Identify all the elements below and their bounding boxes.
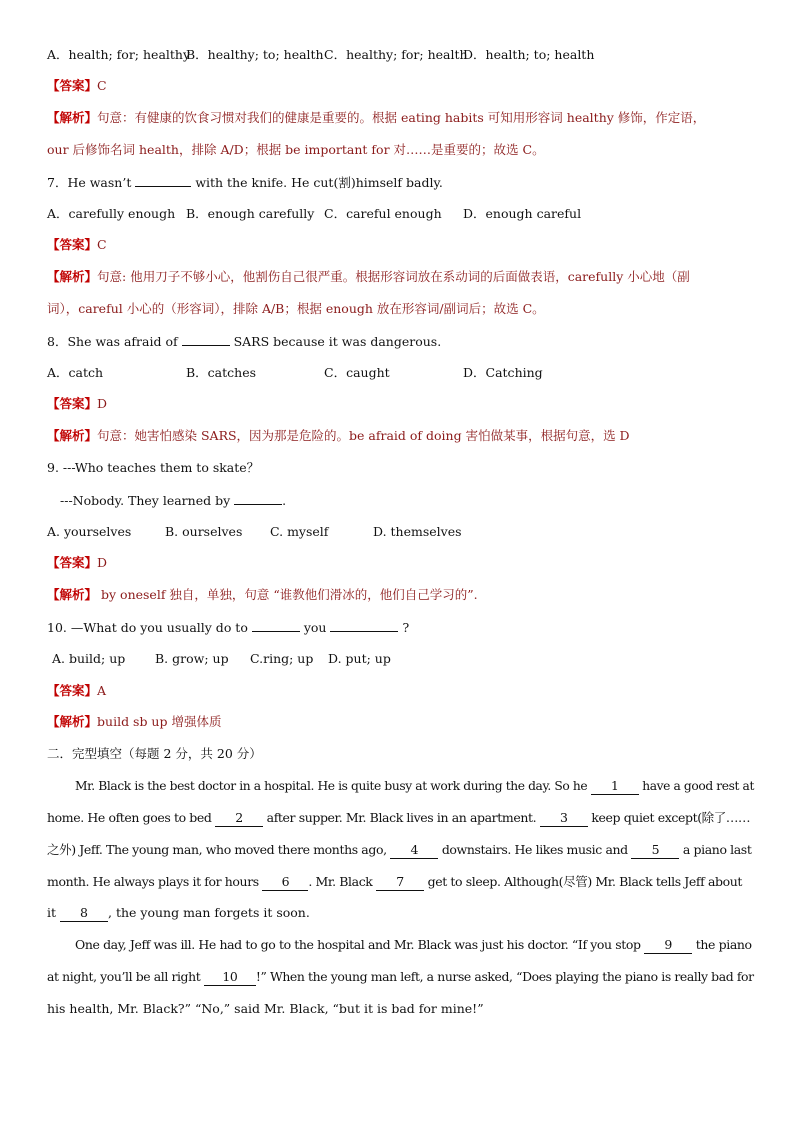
q9-option-d: D. themselves <box>373 524 462 539</box>
q7-analysis-line-1 <box>47 269 754 285</box>
analysis-text: 句意: 他用刀子不够小心，他割伤自己很严重。根据形容词放在系动词的后面做表语，carefully 小心地（副 <box>97 269 690 284</box>
analysis-tag: 【解析】 <box>47 428 98 443</box>
q7-option-a: A．carefully enough <box>47 206 176 221</box>
passage-text: downstairs. He likes music and <box>441 842 628 857</box>
passage-text: it <box>47 905 57 920</box>
passage-text: after supper. Mr. Black lives in an apartment. <box>266 810 537 825</box>
analysis-text: 句意：她害怕感染 SARS，因为那是危险的。be afraid of doing 害怕做某事，根据句意，选 D <box>97 428 630 443</box>
q6-option-a: A．health; for; healthy <box>47 47 191 62</box>
question-text: 9. ---Who teaches them to skate？ <box>47 460 260 475</box>
passage-text: Mr. Black is the best doctor in a hospital. He is quite busy at work during the day. So he <box>75 779 588 793</box>
q10-stem <box>47 619 754 636</box>
analysis-tag: 【解析】 <box>47 587 98 602</box>
question-text: 10. —What do you usually do to <box>47 620 248 635</box>
passage-line <box>47 905 754 922</box>
answer-blank <box>252 619 300 632</box>
question-text: ---Nobody. They learned by <box>60 493 231 508</box>
passage-text: have a good rest at <box>642 779 754 793</box>
q10-option-d: D. put; up <box>328 651 391 666</box>
passage-text: keep quiet except(除了…… <box>591 810 751 825</box>
cloze-blank-6: 6 <box>262 874 308 891</box>
q10-answer <box>47 683 754 699</box>
question-text: 8．She was afraid of <box>47 334 178 349</box>
analysis-tag: 【解析】 <box>47 110 98 125</box>
q7-option-d: D．enough careful <box>463 206 582 221</box>
passage-line <box>47 842 754 859</box>
question-text: ? <box>402 620 410 635</box>
answer-tag: 【答案】 <box>47 683 98 698</box>
passage-line <box>47 1001 754 1017</box>
answer-tag: 【答案】 <box>47 396 98 411</box>
q6-answer <box>47 78 754 94</box>
q8-stem <box>47 333 754 350</box>
question-text: SARS because it was dangerous. <box>233 334 442 349</box>
q8-option-a: A．catch <box>47 365 104 380</box>
passage-text: , the young man forgets it soon. <box>108 905 310 920</box>
q7-answer <box>47 237 754 253</box>
answer-tag: 【答案】 <box>47 555 98 570</box>
q9-analysis-line-1 <box>47 587 754 603</box>
passage-text: !” When the young man left, a nurse asked, “Does playing the piano is really bad for <box>255 969 754 984</box>
q10-analysis-line-1 <box>47 714 754 730</box>
passage-text: a piano last <box>682 842 752 857</box>
q9-stem-1 <box>47 460 754 476</box>
q9-answer <box>47 555 754 571</box>
passage-line <box>47 810 754 827</box>
section-title: 二．完型填空（每题 2 分，共 20 分） <box>47 746 262 761</box>
passage-line <box>47 874 754 891</box>
answer-value: D <box>97 555 108 570</box>
analysis-text: our 后修饰名词 health，排除 A/D；根据 be important for 对……是重要的；故选 C。 <box>47 142 545 157</box>
analysis-tag: 【解析】 <box>47 714 98 729</box>
answer-value: A <box>97 683 107 698</box>
answer-blank <box>330 619 398 632</box>
analysis-text: 词），careful 小心的（形容词），排除 A/B；根据 enough 放在形容词/副词后；故选 C。 <box>47 301 545 316</box>
passage-text: his health, Mr. Black?” “No,” said Mr. Black, “but it is bad for mine!” <box>47 1001 484 1016</box>
q10-option-b: B. grow; up <box>155 651 229 666</box>
question-text: 7．He wasn’t <box>47 175 132 190</box>
cloze-blank-10: 10 <box>204 969 256 986</box>
q6-analysis-line-1 <box>47 110 754 126</box>
q7-stem <box>47 174 754 191</box>
cloze-blank-8: 8 <box>60 905 108 922</box>
passage-text: the piano <box>695 937 752 952</box>
cloze-blank-2: 2 <box>215 810 263 827</box>
passage-line <box>75 937 754 954</box>
answer-tag: 【答案】 <box>47 237 98 252</box>
q10-option-a: A. build; up <box>52 651 126 666</box>
q9-option-c: C. myself <box>270 524 329 539</box>
answer-value: D <box>97 396 108 411</box>
passage-line <box>47 969 754 986</box>
question-text: you <box>303 620 327 635</box>
answer-value: C <box>97 78 107 93</box>
question-text: with the knife. He cut(割)himself badly. <box>195 175 443 190</box>
q8-answer <box>47 396 754 412</box>
q9-option-b: B. ourselves <box>165 524 243 539</box>
answer-blank <box>234 492 282 505</box>
passage-text: One day, Jeff was ill. He had to go to the hospital and Mr. Black was just his doctor. “If you stop <box>75 937 641 952</box>
q8-option-d: D．Catching <box>463 365 543 380</box>
analysis-text: 句意：有健康的饮食习惯对我们的健康是重要的。根据 eating habits 可知用形容词 healthy 修饰，作定语， <box>97 110 706 125</box>
q6-analysis-line-2 <box>47 142 754 158</box>
passage-text: at night, you’ll be all right <box>47 969 201 984</box>
q6-option-b: B．healthy; to; health <box>186 47 324 62</box>
q8-option-b: B．catches <box>186 365 257 380</box>
q7-option-b: B．enough carefully <box>186 206 315 221</box>
q9-stem-2 <box>60 492 754 509</box>
passage-text: 之外) Jeff. The young man, who moved there months ago, <box>47 842 387 857</box>
analysis-tag: 【解析】 <box>47 269 98 284</box>
q8-analysis-line-1 <box>47 428 754 444</box>
answer-blank <box>135 174 191 187</box>
passage-text: get to sleep. Although(尽管) Mr. Black tells Jeff about <box>427 874 742 889</box>
q10-option-c: C.ring; up <box>250 651 314 666</box>
passage-text: month. He always plays it for hours <box>47 874 259 889</box>
q7-analysis-line-2 <box>47 301 754 317</box>
answer-tag: 【答案】 <box>47 78 98 93</box>
cloze-blank-3: 3 <box>540 810 588 827</box>
q6-option-d: D．health; to; health <box>463 47 595 62</box>
passage-text: home. He often goes to bed <box>47 810 212 825</box>
analysis-text: by oneself 独自，单独，句意 “谁教他们滑冰的，他们自己学习的”. <box>101 587 478 602</box>
cloze-blank-7: 7 <box>376 874 424 891</box>
passage-text: . Mr. Black <box>308 874 373 889</box>
q8-option-c: C．caught <box>324 365 390 380</box>
analysis-text: build sb up 增强体质 <box>97 714 222 729</box>
passage-line <box>75 778 754 795</box>
q6-option-c: C．healthy; for; health <box>324 47 468 62</box>
q9-option-a: A. yourselves <box>47 524 132 539</box>
question-text: . <box>282 493 287 508</box>
answer-value: C <box>97 237 107 252</box>
q7-option-c: C．careful enough <box>324 206 442 221</box>
answer-blank <box>182 333 230 346</box>
cloze-blank-1: 1 <box>591 778 639 795</box>
cloze-blank-4: 4 <box>390 842 438 859</box>
cloze-blank-5: 5 <box>631 842 679 859</box>
cloze-blank-9: 9 <box>644 937 692 954</box>
